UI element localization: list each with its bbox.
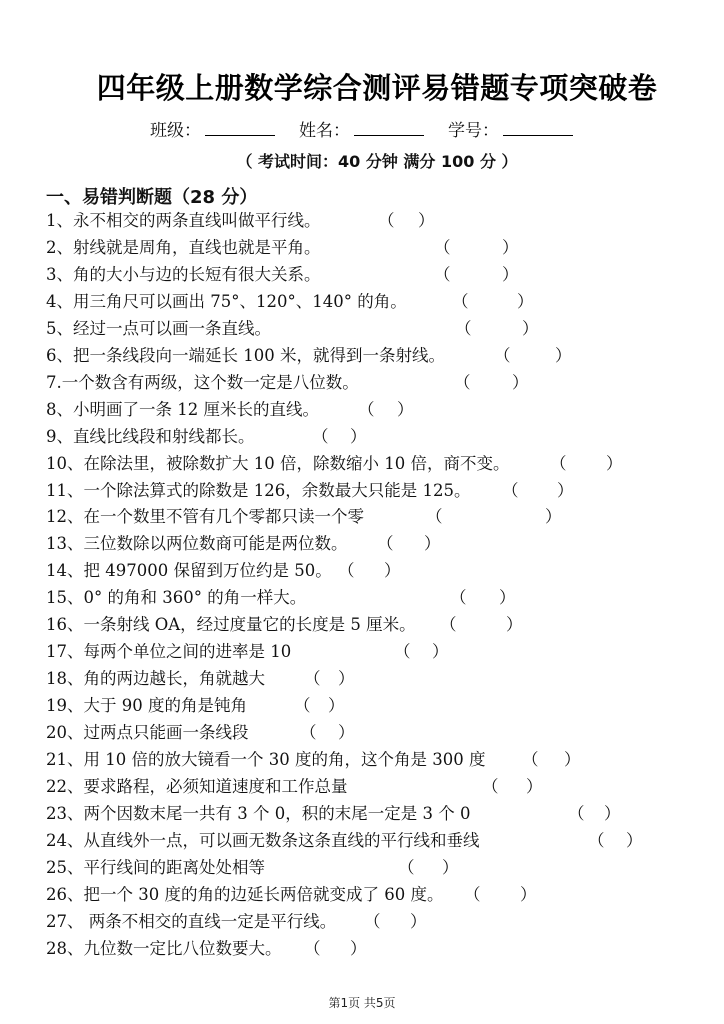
- question-text: 17、每两个单位之间的进率是 10: [46, 642, 292, 662]
- question-item: [46, 453, 623, 475]
- answer-bracket-open[interactable]: （: [364, 911, 381, 931]
- section-heading: 一、易错判断题（28 分）: [46, 187, 258, 208]
- answer-bracket-close[interactable]: ）: [502, 264, 519, 284]
- question-text: 8、小明画了一条 12 厘米长的直线。: [46, 399, 319, 419]
- answer-bracket-open[interactable]: （: [294, 696, 311, 716]
- question-text: 27、 两条不相交的直线一定是平行线。: [46, 911, 337, 931]
- class-field: [150, 116, 275, 141]
- answer-bracket-open[interactable]: （: [502, 480, 519, 500]
- question-text: 23、两个因数末尾一共有 3 个 0，积的末尾一定是 3 个 0: [46, 803, 471, 823]
- answer-bracket-open[interactable]: （: [300, 723, 317, 743]
- question-text: 18、角的两边越长，角就越大: [46, 669, 265, 689]
- question-text: 4、用三角尺可以画出 75°、120°、140° 的角。: [46, 291, 407, 311]
- question-text: 2、射线就是周角，直线也就是平角。: [46, 237, 321, 257]
- question-text: 21、用 10 倍的放大镜看一个 30 度的角，这个角是 300 度: [46, 750, 486, 769]
- question-text: 16、一条射线 OA，经过度量它的长度是 5 厘米。: [46, 615, 416, 635]
- question-item: [46, 668, 355, 690]
- question-text: 11、一个除法算式的除数是 126，余数最大只能是 125。: [46, 480, 471, 500]
- question-text: 24、从直线外一点，可以画无数条这条直线的平行线和垂线: [46, 830, 480, 850]
- answer-bracket-close[interactable]: ）: [522, 318, 539, 338]
- question-item: [46, 938, 367, 960]
- student-id-blank[interactable]: [503, 119, 573, 136]
- question-text: 25、平行线间的距离处处相等: [46, 857, 265, 877]
- question-text: 20、过两点只能画一条线段: [46, 723, 249, 743]
- answer-bracket-open[interactable]: （: [550, 453, 567, 473]
- question-item: [46, 884, 537, 906]
- question-text: 13、三位数除以两位数商可能是两位数。: [46, 534, 348, 554]
- class-label: 班级：: [150, 121, 201, 141]
- exam-meta: （ 考试时间：40 分钟 满分 100 分 ）: [236, 152, 518, 171]
- answer-bracket-close[interactable]: ）: [545, 507, 562, 527]
- question-item: [46, 345, 572, 367]
- student-id-field: [448, 116, 573, 141]
- answer-bracket-open[interactable]: （: [304, 669, 321, 689]
- name-label: 姓名：: [299, 121, 350, 141]
- answer-bracket-open[interactable]: （: [464, 884, 481, 904]
- name-blank[interactable]: [354, 119, 424, 136]
- answer-bracket-open[interactable]: （: [440, 615, 457, 635]
- question-item: [46, 776, 543, 798]
- answer-bracket-close[interactable]: ）: [626, 830, 643, 850]
- question-item: [46, 830, 643, 852]
- answer-bracket-open[interactable]: （: [426, 507, 443, 527]
- answer-bracket-close[interactable]: ）: [424, 534, 441, 554]
- question-item: [46, 722, 355, 744]
- answer-bracket-open[interactable]: （: [434, 237, 451, 257]
- question-item: [46, 399, 414, 421]
- answer-bracket-close[interactable]: ）: [418, 211, 435, 230]
- question-text: 5、经过一点可以画一条直线。: [46, 318, 271, 338]
- answer-bracket-open[interactable]: （: [494, 345, 511, 365]
- question-text: 7.一个数含有两级，这个数一定是八位数。: [46, 372, 359, 392]
- page-title: 四年级上册数学综合测评易错题专项突破卷: [96, 71, 658, 105]
- question-item: [46, 264, 519, 286]
- answer-bracket-close[interactable]: ）: [384, 561, 401, 581]
- question-item: [46, 614, 523, 636]
- question-text: 6、把一条线段向一端延长 100 米，就得到一条射线。: [46, 345, 445, 365]
- answer-bracket-close[interactable]: ）: [338, 669, 355, 689]
- question-item: [46, 587, 516, 609]
- answer-bracket-close[interactable]: ）: [350, 426, 367, 446]
- answer-bracket-close[interactable]: ）: [410, 911, 427, 931]
- answer-bracket-open[interactable]: （: [312, 426, 329, 446]
- answer-bracket-open[interactable]: （: [338, 561, 355, 581]
- question-item: [46, 911, 427, 933]
- question-item: [46, 560, 401, 582]
- name-field: [299, 116, 424, 141]
- answer-bracket-close[interactable]: ）: [526, 776, 543, 796]
- answer-bracket-close[interactable]: ）: [555, 345, 572, 365]
- answer-bracket-open[interactable]: （: [394, 642, 411, 662]
- answer-bracket-close[interactable]: ）: [512, 372, 529, 392]
- student-id-label: 学号：: [448, 121, 499, 141]
- question-item: [46, 749, 581, 771]
- class-blank[interactable]: [205, 119, 275, 136]
- question-text: 28、九位数一定比八位数要大。: [46, 938, 282, 958]
- page-number: 第1页 共5页: [328, 996, 396, 1010]
- question-item: [46, 641, 449, 663]
- answer-bracket-open[interactable]: （: [434, 264, 451, 284]
- question-text: 3、角的大小与边的长短有很大关系。: [46, 264, 321, 284]
- answer-bracket-open[interactable]: （: [455, 318, 472, 338]
- answer-bracket-open[interactable]: （: [568, 803, 585, 823]
- question-text: 10、在除法里，被除数扩大 10 倍，除数缩小 10 倍，商不变。: [46, 453, 510, 473]
- answer-bracket-open[interactable]: （: [378, 211, 395, 230]
- question-text: 15、0° 的角和 360° 的角一样大。: [46, 588, 307, 608]
- answer-bracket-open[interactable]: （: [454, 372, 471, 392]
- question-item: [46, 372, 529, 394]
- answer-bracket-close[interactable]: ）: [350, 938, 367, 958]
- answer-bracket-open[interactable]: （: [482, 776, 499, 796]
- answer-bracket-close[interactable]: ）: [520, 884, 537, 904]
- answer-bracket-close[interactable]: ）: [502, 237, 519, 257]
- question-item: [46, 803, 621, 825]
- student-info-row: [150, 116, 597, 141]
- question-text: 9、直线比线段和射线都长。: [46, 426, 255, 446]
- question-text: 1、永不相交的两条直线叫做平行线。: [46, 211, 321, 230]
- question-item: [46, 506, 562, 528]
- answer-bracket-close[interactable]: ）: [517, 291, 534, 311]
- answer-bracket-close[interactable]: ）: [506, 615, 523, 635]
- answer-bracket-close[interactable]: ）: [499, 588, 516, 608]
- answer-bracket-close[interactable]: ）: [442, 857, 459, 877]
- question-item: [46, 533, 441, 555]
- answer-bracket-close[interactable]: ）: [604, 803, 621, 823]
- answer-bracket-open[interactable]: （: [398, 857, 415, 877]
- question-text: 12、在一个数里不管有几个零都只读一个零: [46, 507, 364, 527]
- answer-bracket-close[interactable]: ）: [338, 723, 355, 743]
- question-text: 19、大于 90 度的角是钝角: [46, 696, 247, 716]
- question-item: [46, 695, 345, 717]
- question-text: 22、要求路程，必须知道速度和工作总量: [46, 776, 348, 796]
- answer-bracket-open[interactable]: （: [377, 534, 394, 554]
- question-text: 14、把 497000 保留到万位约是 50。: [46, 561, 332, 581]
- question-item: [46, 857, 459, 879]
- answer-bracket-open[interactable]: （: [450, 588, 467, 608]
- answer-bracket-close[interactable]: ）: [397, 399, 414, 419]
- answer-bracket-open[interactable]: （: [358, 399, 375, 419]
- question-item: [46, 210, 435, 232]
- answer-bracket-open[interactable]: （: [588, 830, 605, 850]
- answer-bracket-open[interactable]: （: [452, 291, 469, 311]
- question-text: 26、把一个 30 度的角的边延长两倍就变成了 60 度。: [46, 884, 444, 904]
- answer-bracket-close[interactable]: ）: [606, 453, 623, 473]
- question-item: [46, 291, 534, 313]
- answer-bracket-open[interactable]: （: [304, 938, 321, 958]
- answer-bracket-close[interactable]: ）: [564, 750, 581, 769]
- question-item: [46, 480, 574, 502]
- question-item: [46, 318, 539, 340]
- question-item: [46, 237, 519, 259]
- answer-bracket-close[interactable]: ）: [557, 480, 574, 500]
- answer-bracket-open[interactable]: （: [522, 750, 539, 769]
- answer-bracket-close[interactable]: ）: [432, 642, 449, 662]
- question-item: [46, 426, 367, 448]
- answer-bracket-close[interactable]: ）: [328, 696, 345, 716]
